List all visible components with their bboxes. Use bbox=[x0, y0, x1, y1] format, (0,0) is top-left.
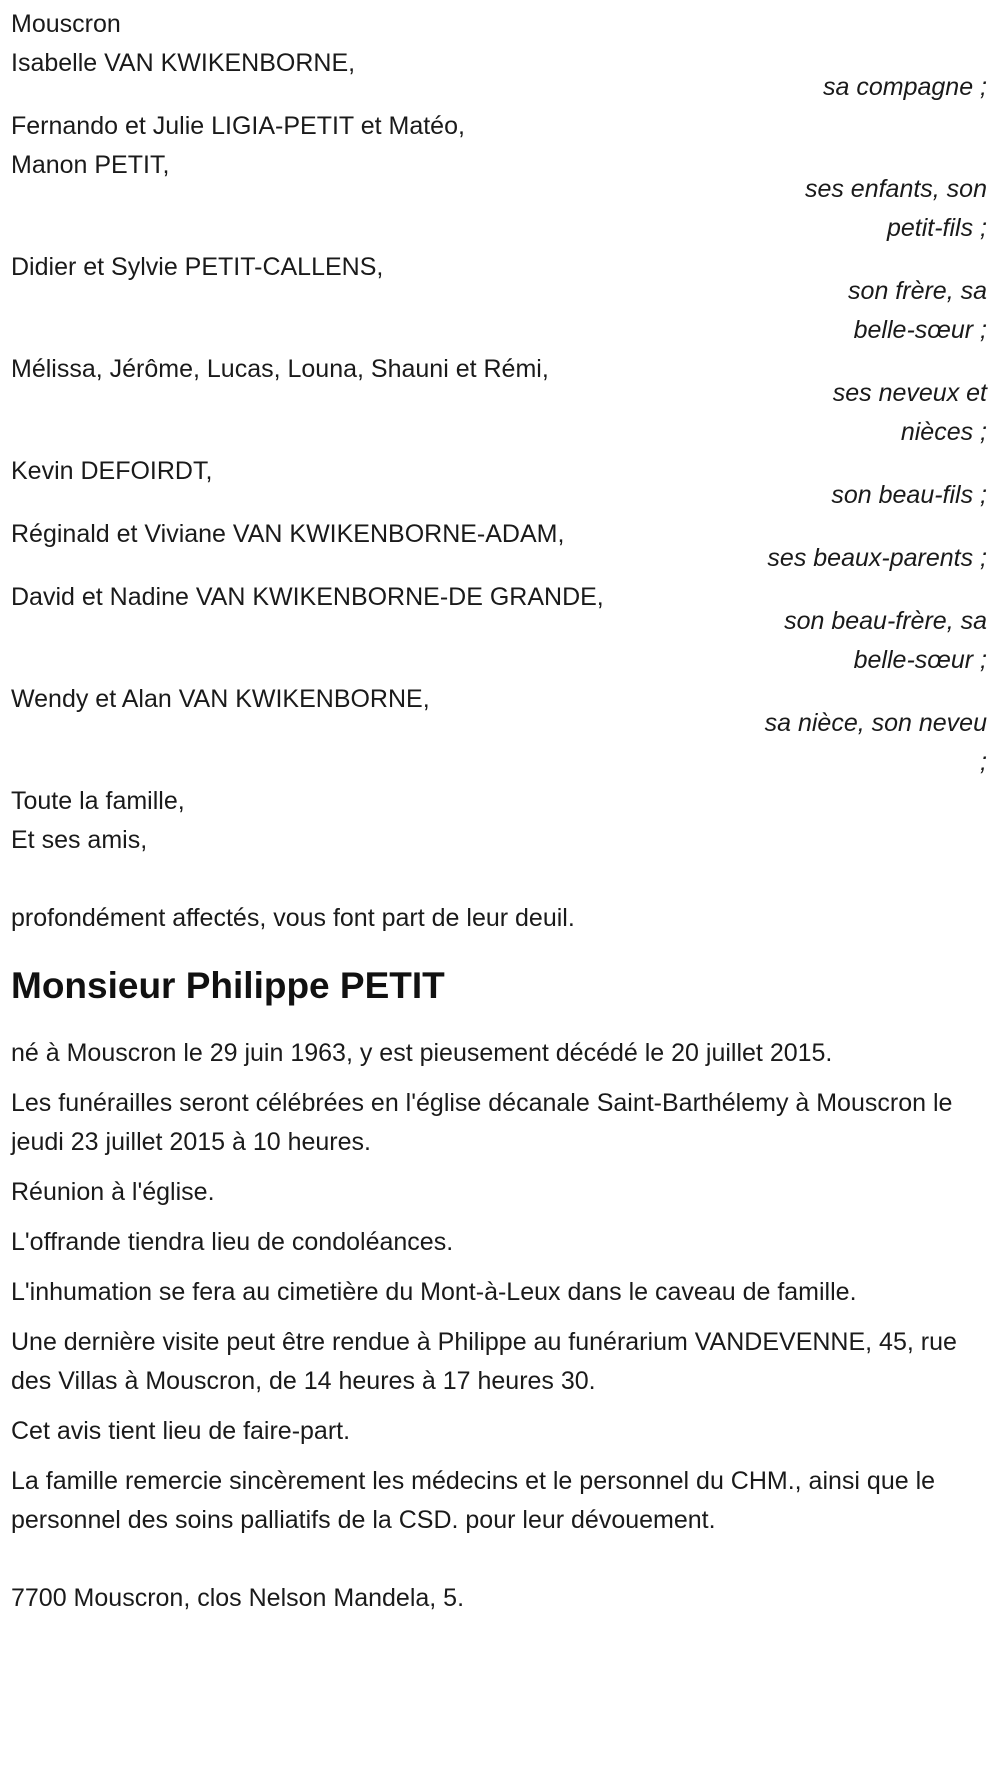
family-row bbox=[11, 515, 987, 578]
details bbox=[11, 1034, 987, 1540]
family-name-line: Réginald et Viviane VAN KWIKENBORNE-ADAM, bbox=[11, 520, 565, 548]
relation-line: ; bbox=[980, 748, 987, 776]
family-name-line: Manon PETIT, bbox=[11, 151, 170, 179]
announcement: profondément affectés, vous font part de leur deuil. bbox=[11, 904, 575, 932]
relation-line: petit-fils ; bbox=[886, 214, 987, 242]
others-line: Et ses amis, bbox=[11, 826, 148, 854]
relation-line: son frère, sa bbox=[848, 277, 987, 305]
city: Mouscron bbox=[11, 10, 121, 38]
family-name-line: Wendy et Alan VAN KWIKENBORNE, bbox=[11, 685, 430, 713]
detail-paragraph: né à Mouscron le 29 juin 1963, y est pieusement décédé le 20 juillet 2015. bbox=[11, 1039, 833, 1067]
relation-line: nièces ; bbox=[900, 418, 987, 446]
family-name-line: Isabelle VAN KWIKENBORNE, bbox=[11, 49, 356, 77]
relation-line: ses enfants, son bbox=[804, 175, 987, 203]
detail-paragraph: Réunion à l'église. bbox=[11, 1178, 215, 1206]
others bbox=[11, 782, 987, 860]
relation-line: son beau-fils ; bbox=[831, 481, 987, 509]
family-name-line: Fernando et Julie LIGIA-PETIT et Matéo, bbox=[11, 112, 465, 140]
detail-paragraph: Les funérailles seront célébrées en l'église décanale Saint-Barthélemy à Mouscron le jeudi 23 juillet 2015 à 10 heures. bbox=[11, 1089, 953, 1156]
family-name-line: Mélissa, Jérôme, Lucas, Louna, Shauni et Rémi, bbox=[11, 355, 549, 383]
family-name-line: Didier et Sylvie PETIT-CALLENS, bbox=[11, 253, 384, 281]
family-row bbox=[11, 578, 987, 680]
deceased-name: Monsieur Philippe PETIT bbox=[11, 965, 445, 1006]
detail-paragraph: Une dernière visite peut être rendue à Philippe au funérarium VANDEVENNE, 45, rue des Villas à Mouscron, de 14 heures à 17 heures 30. bbox=[11, 1328, 957, 1395]
address: 7700 Mouscron, clos Nelson Mandela, 5. bbox=[11, 1584, 465, 1612]
family-row bbox=[11, 248, 987, 350]
family-name-line: David et Nadine VAN KWIKENBORNE-DE GRANDE, bbox=[11, 583, 604, 611]
family-row bbox=[11, 452, 987, 515]
detail-paragraph: La famille remercie sincèrement les médecins et le personnel du CHM., ainsi que le personnel des soins palliatifs de la CSD. pour leur dévouement. bbox=[11, 1467, 936, 1534]
detail-paragraph: Cet avis tient lieu de faire-part. bbox=[11, 1417, 351, 1445]
family-row bbox=[11, 44, 987, 107]
relation-line: sa compagne ; bbox=[823, 73, 987, 101]
detail-paragraph: L'inhumation se fera au cimetière du Mont-à-Leux dans le caveau de famille. bbox=[11, 1278, 857, 1306]
family-name-line: Kevin DEFOIRDT, bbox=[11, 457, 213, 485]
family-row bbox=[11, 680, 987, 782]
relation-line: sa nièce, son neveu bbox=[764, 709, 987, 737]
relation-line: ses beaux-parents ; bbox=[767, 544, 987, 572]
family-row bbox=[11, 107, 987, 248]
family-row bbox=[11, 350, 987, 452]
detail-paragraph: L'offrande tiendra lieu de condoléances. bbox=[11, 1228, 454, 1256]
family-list bbox=[11, 44, 987, 782]
relation-line: ses neveux et bbox=[832, 379, 987, 407]
relation-line: son beau-frère, sa bbox=[784, 607, 987, 635]
others-line: Toute la famille, bbox=[11, 787, 185, 815]
relation-line: belle-sœur ; bbox=[853, 646, 987, 674]
relation-line: belle-sœur ; bbox=[853, 316, 987, 344]
